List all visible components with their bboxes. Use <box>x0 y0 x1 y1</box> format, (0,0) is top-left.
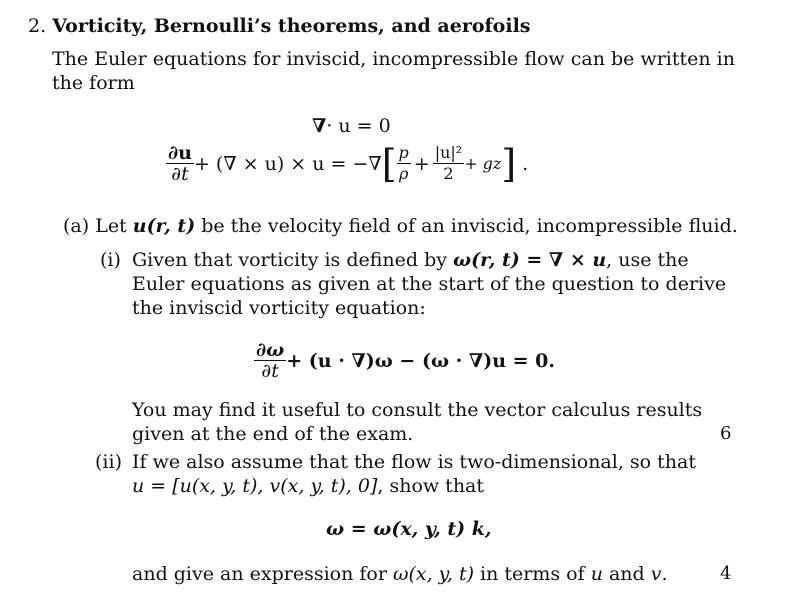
plus-sign: + <box>413 152 430 175</box>
kinetic-fraction <box>433 143 465 184</box>
question-heading <box>28 14 530 38</box>
hint-line-1: You may find it useful to consult the vector calculus results <box>132 399 703 421</box>
part-a-text-before: Let <box>95 215 133 237</box>
left-bracket: [ <box>381 141 397 186</box>
continuity-rest: · u = 0 <box>326 115 391 137</box>
pressure-numerator: p <box>398 143 409 162</box>
part-i-label: (i) <box>100 249 121 271</box>
velocity-field-symbol: u(r, t) <box>132 215 196 237</box>
closing-line <box>132 562 668 586</box>
right-bracket: ] <box>501 141 517 186</box>
pressure-denominator: ρ <box>398 164 409 183</box>
gravity-term: + gz <box>464 154 502 173</box>
part-i-line-1-b: , use the <box>606 249 689 271</box>
kinetic-denominator: 2 <box>443 164 454 183</box>
vorticity-equation <box>254 340 555 381</box>
vorticity-denominator: ∂t <box>261 360 279 382</box>
part-ii-label: (ii) <box>95 451 122 473</box>
time-derivative-fraction <box>166 143 194 184</box>
closing-and: and <box>602 563 651 585</box>
two-d-vorticity-equation <box>326 518 492 540</box>
vorticity-derivative-fraction <box>254 340 286 381</box>
intro-line-1: The Euler equations for inviscid, incompressible flow can be written in <box>52 48 735 70</box>
vorticity-rest: + (u · ∇)ω − (ω · ∇)u = 0. <box>286 349 555 372</box>
part-i-line-1-a: Given that vorticity is defined by <box>132 249 454 271</box>
part-i-line-3: the inviscid vorticity equation: <box>132 297 426 319</box>
frac-denominator: ∂t <box>171 163 189 185</box>
continuity-equation <box>312 115 391 137</box>
velocity-components: u = [u(x, y, t), v(x, y, t), 0] <box>132 475 378 497</box>
euler-equation <box>166 143 528 184</box>
nabla-symbol: ∇ <box>312 115 327 137</box>
part-a-label: (a) <box>63 215 90 237</box>
closing-text-b: in terms of <box>474 563 591 585</box>
two-d-vorticity-text: ω = ω(x, y, t) k, <box>326 518 492 540</box>
intro-line-2: the form <box>52 72 135 94</box>
frac-numerator: ∂u <box>168 142 192 164</box>
var-u: u <box>590 563 603 585</box>
hint-line-2: given at the end of the exam. <box>132 423 414 445</box>
kinetic-numerator: |u|² <box>434 143 463 162</box>
equation-period: . <box>522 152 529 175</box>
part-ii-line-2-text: , show that <box>377 475 485 497</box>
question-title: Vorticity, Bernoulli’s theorems, and aerofoils <box>52 15 531 37</box>
marks-part-ii: 4 <box>720 563 732 584</box>
closing-period: . <box>661 563 668 585</box>
question-number: 2. <box>28 15 47 37</box>
part-i-line-2: Euler equations as given at the start of the question to derive <box>132 273 727 295</box>
var-v: v <box>650 563 662 585</box>
vorticity-definition: ω(r, t) = ∇ × u <box>453 249 607 271</box>
marks-part-i: 6 <box>720 423 732 444</box>
part-i-line-1 <box>132 248 689 272</box>
vorticity-numerator: ∂ω <box>256 339 285 361</box>
part-ii-line-1: If we also assume that the flow is two-dimensional, so that <box>132 451 696 473</box>
euler-middle-terms: + (∇ × u) × u = −∇ <box>193 152 382 175</box>
part-a-text-after: be the velocity field of an inviscid, incompressible fluid. <box>195 215 738 237</box>
part-a <box>63 214 738 238</box>
scalar-vorticity: ω(x, y, t) <box>392 563 475 585</box>
closing-text-a: and give an expression for <box>132 563 393 585</box>
part-ii-line-2 <box>132 474 484 498</box>
pressure-fraction <box>397 143 411 184</box>
